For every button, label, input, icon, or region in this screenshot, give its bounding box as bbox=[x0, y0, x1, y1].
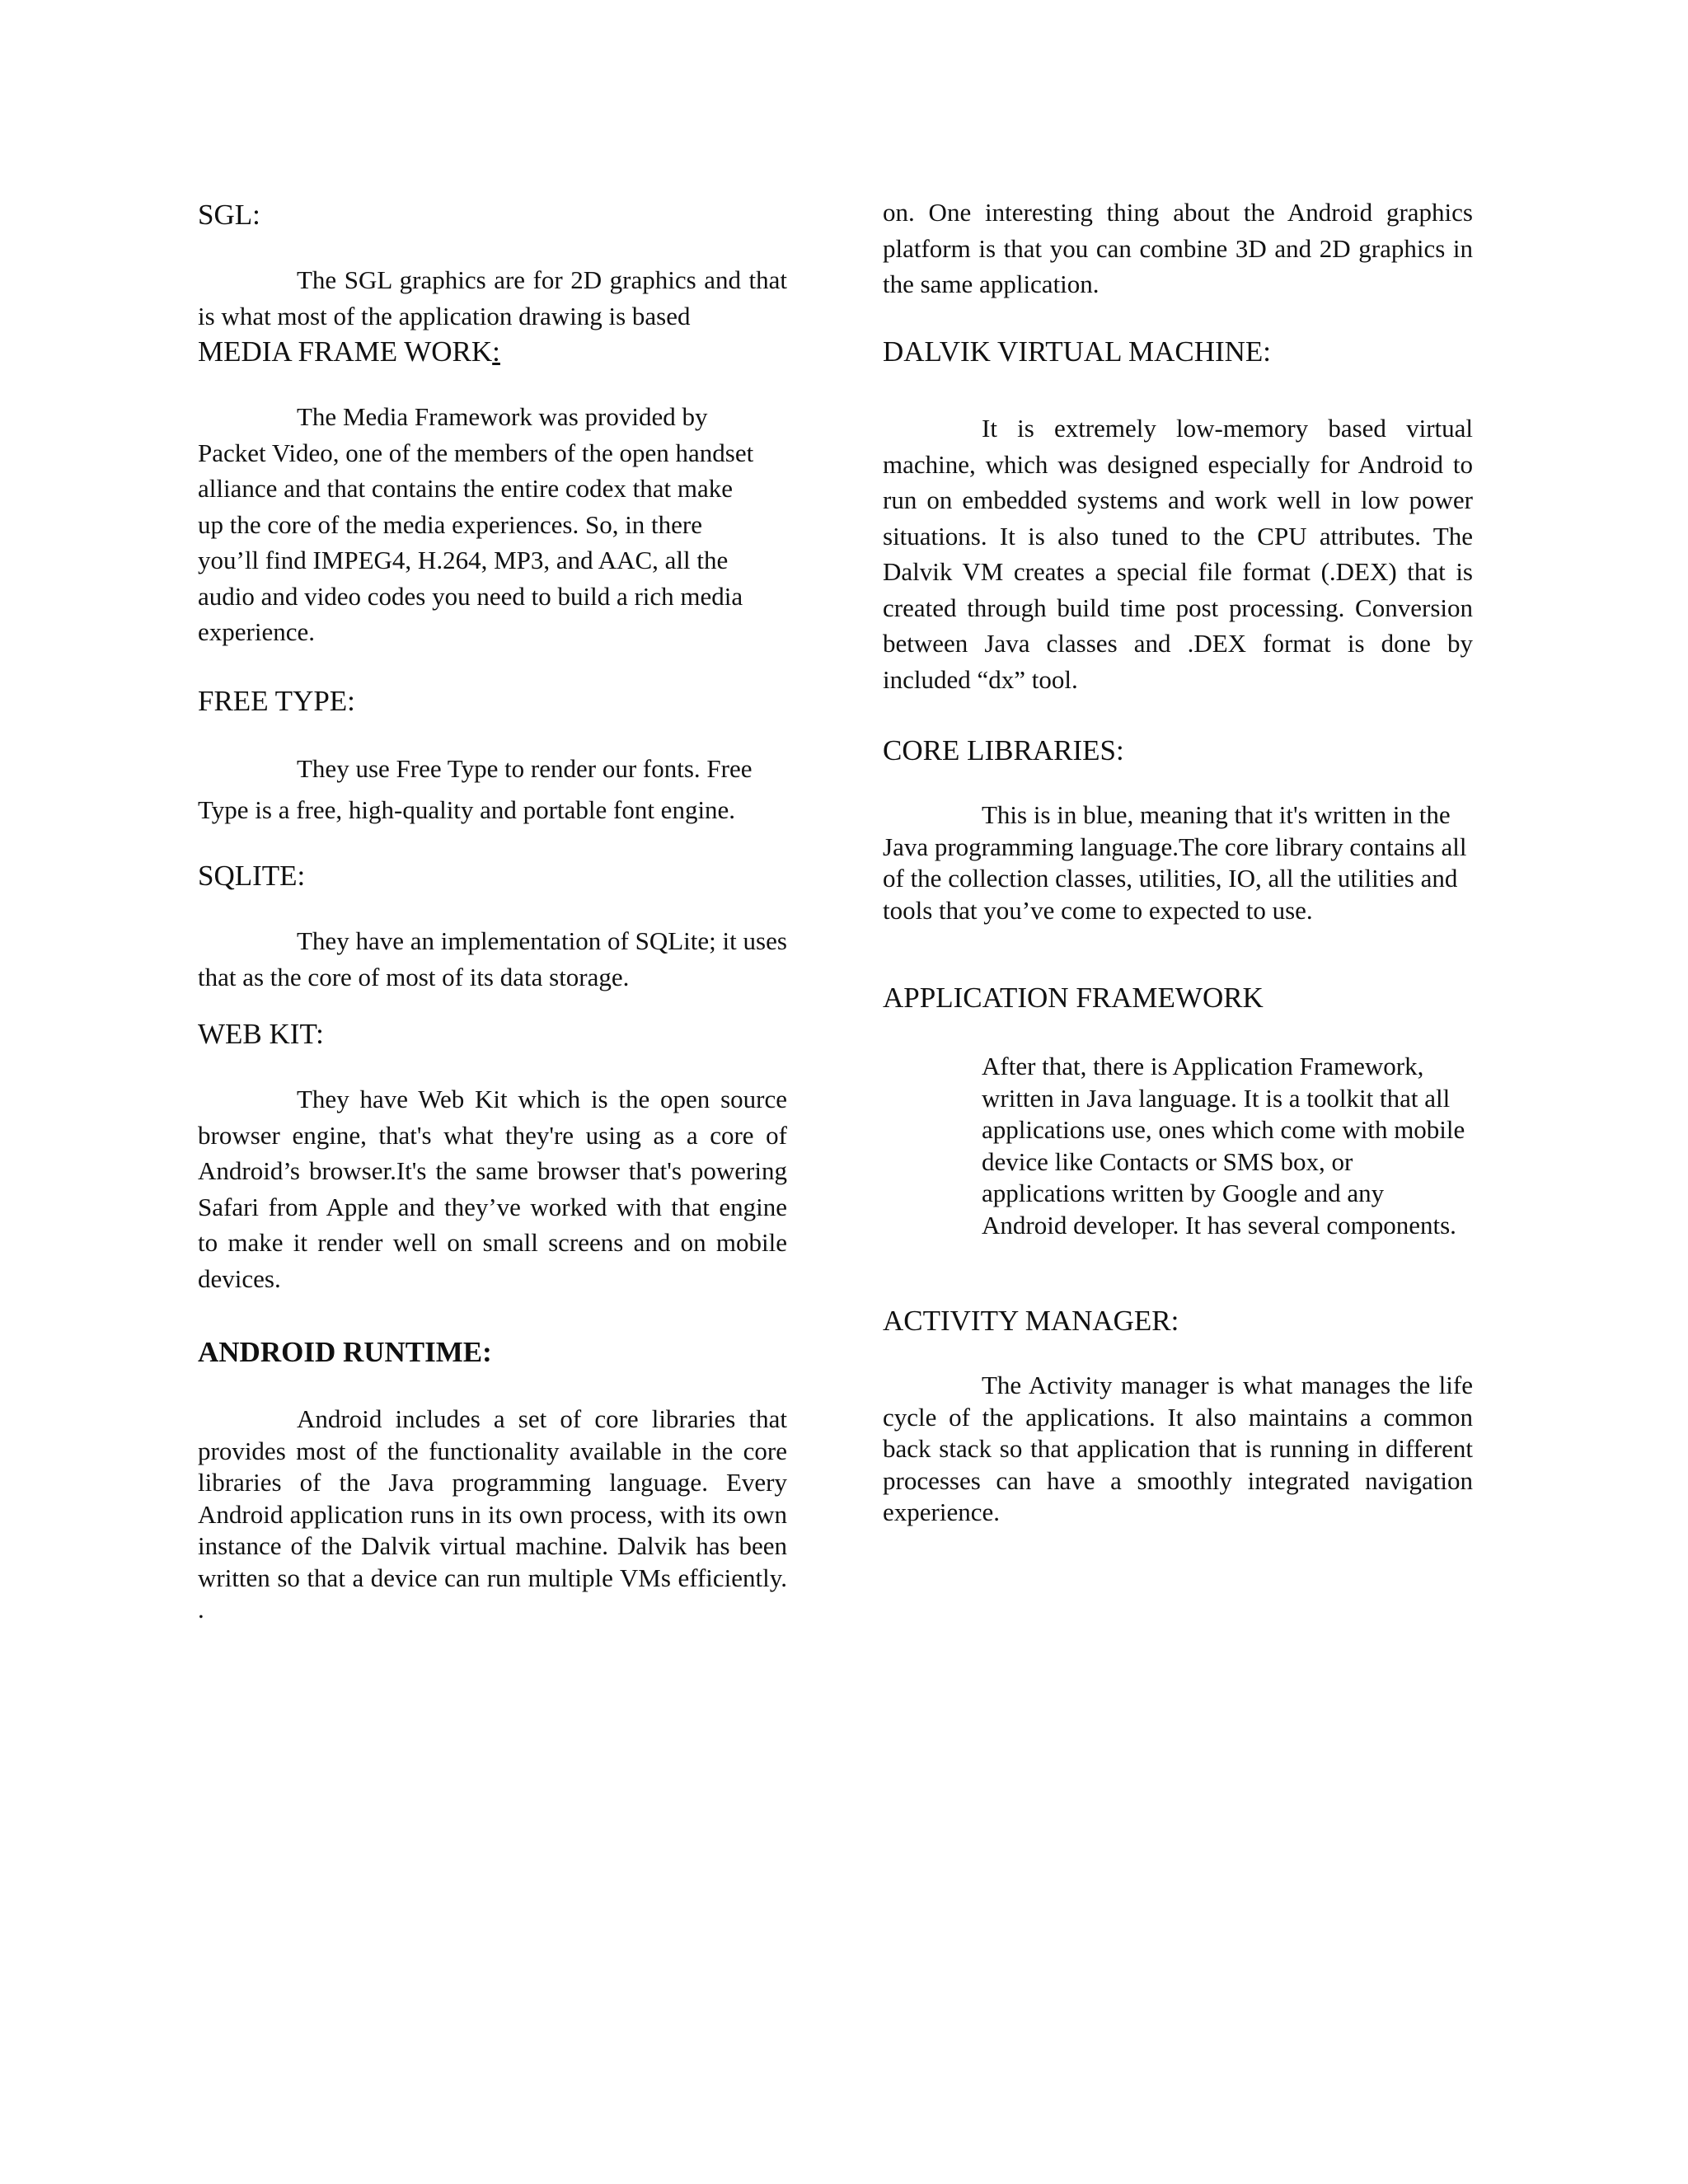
dalvik-paragraph: It is extremely low-memory based virtual machine, which was designed especially for Android to run on embedded systems and work well in low power situations. It is also tuned to the CPU attributes. The Dalvik VM creates a special file format (.DEX) that is created through build time post processing. Conversion between Java classes and .DEX format is done by included “dx” tool. bbox=[883, 414, 1473, 694]
activity-manager-paragraph: The Activity manager is what manages the life cycle of the applications. It also maintains a common back stack so that application that is running in different processes can have a smoothly integrated navigation experience. bbox=[883, 1371, 1473, 1526]
dalvik-heading: DALVIK VIRTUAL MACHINE: bbox=[883, 335, 1272, 368]
media-framework-heading-colon: : bbox=[492, 335, 500, 368]
application-framework-paragraph: After that, there is Application Framework, written in Java language. It is a toolkit that all applications use, ones which come with mobile device like Contacts or SMS box, or applications written by Google and any Android developer. It has several components. bbox=[982, 1052, 1465, 1240]
activity-manager-heading: ACTIVITY MANAGER: bbox=[883, 1305, 1179, 1337]
media-framework-heading-text: MEDIA FRAME WORK bbox=[198, 335, 493, 368]
sgl-heading: SGL: bbox=[198, 199, 260, 231]
media-framework-paragraph: The Media Framework was provided by Packet Video, one of the members of the open handset alliance and that contains the entire codex that make up the core of the media experiences. So, in there you’ll find IMPEG4, H.264, MP3, and AAC, all the audio and video codes you need to build a rich media experience. bbox=[198, 402, 754, 646]
free-type-paragraph: They use Free Type to render our fonts. Free Type is a free, high-quality and portable font engine. bbox=[198, 754, 753, 824]
core-libraries-heading: CORE LIBRARIES: bbox=[883, 734, 1124, 766]
free-type-heading: FREE TYPE: bbox=[198, 685, 355, 717]
android-runtime-heading: ANDROID RUNTIME: bbox=[198, 1336, 492, 1368]
sgl-paragraph: The SGL graphics are for 2D graphics and that is what most of the application drawing is based bbox=[198, 265, 787, 330]
graphics-continuation-paragraph: on. One interesting thing about the Android graphics platform is that you can combine 3D and 2D graphics in the same application. bbox=[883, 198, 1473, 298]
web-kit-heading: WEB KIT: bbox=[198, 1018, 324, 1050]
sqlite-heading: SQLITE: bbox=[198, 860, 306, 892]
web-kit-paragraph: They have Web Kit which is the open source browser engine, that's what they're using as a core of Android’s browser.It's the same browser that's powering Safari from Apple and they’ve worked with that engine to make it render well on small screens and on mobile devices. bbox=[198, 1085, 787, 1293]
application-framework-heading: APPLICATION FRAMEWORK bbox=[883, 982, 1264, 1014]
media-framework-heading bbox=[198, 335, 500, 369]
android-runtime-paragraph: Android includes a set of core libraries that provides most of the functionality available in the core libraries of the Java programming language. Every Android application runs in its own process, with its own instance of the Dalvik virtual machine. Dalvik has been written so that a device can run multiple VMs efficiently. . bbox=[198, 1404, 787, 1624]
sqlite-paragraph: They have an implementation of SQLite; it uses that as the core of most of its data storage. bbox=[198, 926, 787, 991]
core-libraries-paragraph: This is in blue, meaning that it's written in the Java programming language.The core library contains all of the collection classes, utilities, IO, all the utilities and tools that you’ve come to expected to use. bbox=[883, 800, 1467, 925]
